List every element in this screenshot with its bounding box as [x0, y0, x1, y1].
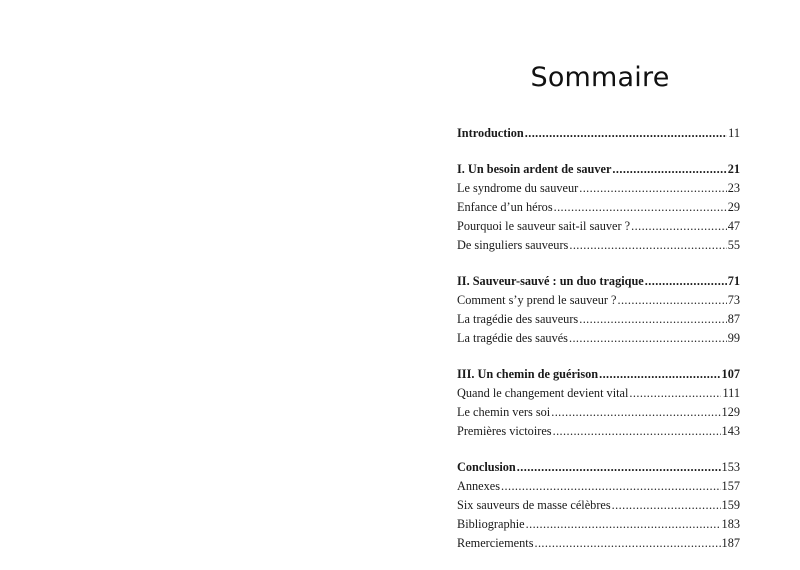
toc-entry: [457, 496, 740, 515]
toc-dot-leader: [517, 458, 721, 477]
toc-entry-label: Comment s’y prend le sauveur ?: [457, 293, 617, 307]
toc-page-number: 159: [721, 498, 740, 512]
toc-entry-label: La tragédie des sauveurs: [457, 312, 579, 326]
toc-dot-leader: [526, 515, 721, 534]
toc-entry: [457, 179, 740, 198]
toc-entry: [457, 217, 740, 236]
toc-entry-label: Premières victoires: [457, 424, 552, 438]
toc-entry-label: I. Un besoin ardent de sauver: [457, 162, 612, 176]
toc-entry: [457, 515, 740, 534]
toc-page-number: 71: [727, 274, 740, 288]
toc-page-number: 153: [721, 460, 740, 474]
toc-section: [457, 458, 740, 553]
toc-chapter-entry: [457, 272, 740, 291]
toc-entry-label: Quand le changement devient vital: [457, 386, 629, 400]
toc-entry: [457, 422, 740, 441]
toc-dot-leader: [645, 272, 727, 291]
toc-entry-label: III. Un chemin de guérison: [457, 367, 599, 381]
toc-chapter-entry: [457, 365, 740, 384]
toc-entry-label: Le syndrome du sauveur: [457, 181, 579, 195]
toc-page-number: 47: [727, 219, 740, 233]
toc-dot-leader: [631, 217, 727, 236]
toc-dot-leader: [569, 329, 727, 348]
toc-entry: [457, 329, 740, 348]
toc-section: [457, 272, 740, 348]
toc-dot-leader: [579, 179, 726, 198]
toc-dot-leader: [612, 160, 726, 179]
toc-dot-leader: [599, 365, 720, 384]
toc-entry-label: Six sauveurs de masse célèbres: [457, 498, 611, 512]
toc-chapter-entry: [457, 124, 740, 143]
toc-page-number: 87: [727, 312, 740, 326]
toc-chapter-entry: [457, 160, 740, 179]
toc-entry: [457, 198, 740, 217]
toc-entry-label: Introduction: [457, 126, 524, 140]
toc-dot-leader: [612, 496, 721, 515]
toc-entry-label: Pourquoi le sauveur sait-il sauver ?: [457, 219, 631, 233]
toc-page-number: 187: [721, 536, 740, 550]
toc-section: [457, 160, 740, 255]
toc-entry-label: II. Sauveur-sauvé : un duo tragique: [457, 274, 644, 288]
toc-page-number: 143: [721, 424, 740, 438]
toc-entry-label: Bibliographie: [457, 517, 525, 531]
toc-entry-label: La tragédie des sauvés: [457, 331, 568, 345]
toc-page-number: 55: [727, 238, 740, 252]
toc-dot-leader: [617, 291, 726, 310]
toc-section: [457, 124, 740, 143]
toc-page-number: 107: [721, 367, 740, 381]
toc-entry-label: Le chemin vers soi: [457, 405, 551, 419]
toc-page-number: 11: [728, 126, 740, 140]
toc-entry: [457, 403, 740, 422]
toc-page-number: 129: [721, 405, 740, 419]
toc-entry-label: De singuliers sauveurs: [457, 238, 569, 252]
right-page: [400, 0, 800, 570]
toc-page-number: 21: [727, 162, 740, 176]
toc-dot-leader: [569, 236, 726, 255]
toc-dot-leader: [579, 310, 726, 329]
toc-page-number: 111: [722, 386, 740, 400]
toc-dot-leader: [501, 477, 721, 496]
toc-page-number: 73: [727, 293, 740, 307]
toc-chapter-entry: [457, 458, 740, 477]
toc-entry: [457, 384, 740, 403]
toc-page-number: 183: [721, 517, 740, 531]
toc-entry: [457, 310, 740, 329]
toc-page-number: 99: [727, 331, 740, 345]
toc-dot-leader: [629, 384, 721, 403]
toc-dot-leader: [553, 422, 721, 441]
toc-dot-leader: [554, 198, 727, 217]
page-title: Sommaire: [530, 62, 670, 93]
toc-entry-label: Remerciements: [457, 536, 534, 550]
toc-dot-leader: [534, 534, 720, 553]
toc-entry: [457, 534, 740, 553]
toc-entry-label: Annexes: [457, 479, 501, 493]
toc-page-number: 29: [727, 200, 740, 214]
toc-entry: [457, 477, 740, 496]
table-of-contents: [457, 124, 740, 570]
toc-dot-leader: [525, 124, 727, 143]
toc-entry: [457, 291, 740, 310]
toc-entry: [457, 236, 740, 255]
toc-dot-leader: [551, 403, 720, 422]
toc-entry-label: Enfance d’un héros: [457, 200, 553, 214]
toc-section: [457, 365, 740, 441]
toc-page-number: 157: [721, 479, 740, 493]
toc-page-number: 23: [727, 181, 740, 195]
toc-entry-label: Conclusion: [457, 460, 516, 474]
